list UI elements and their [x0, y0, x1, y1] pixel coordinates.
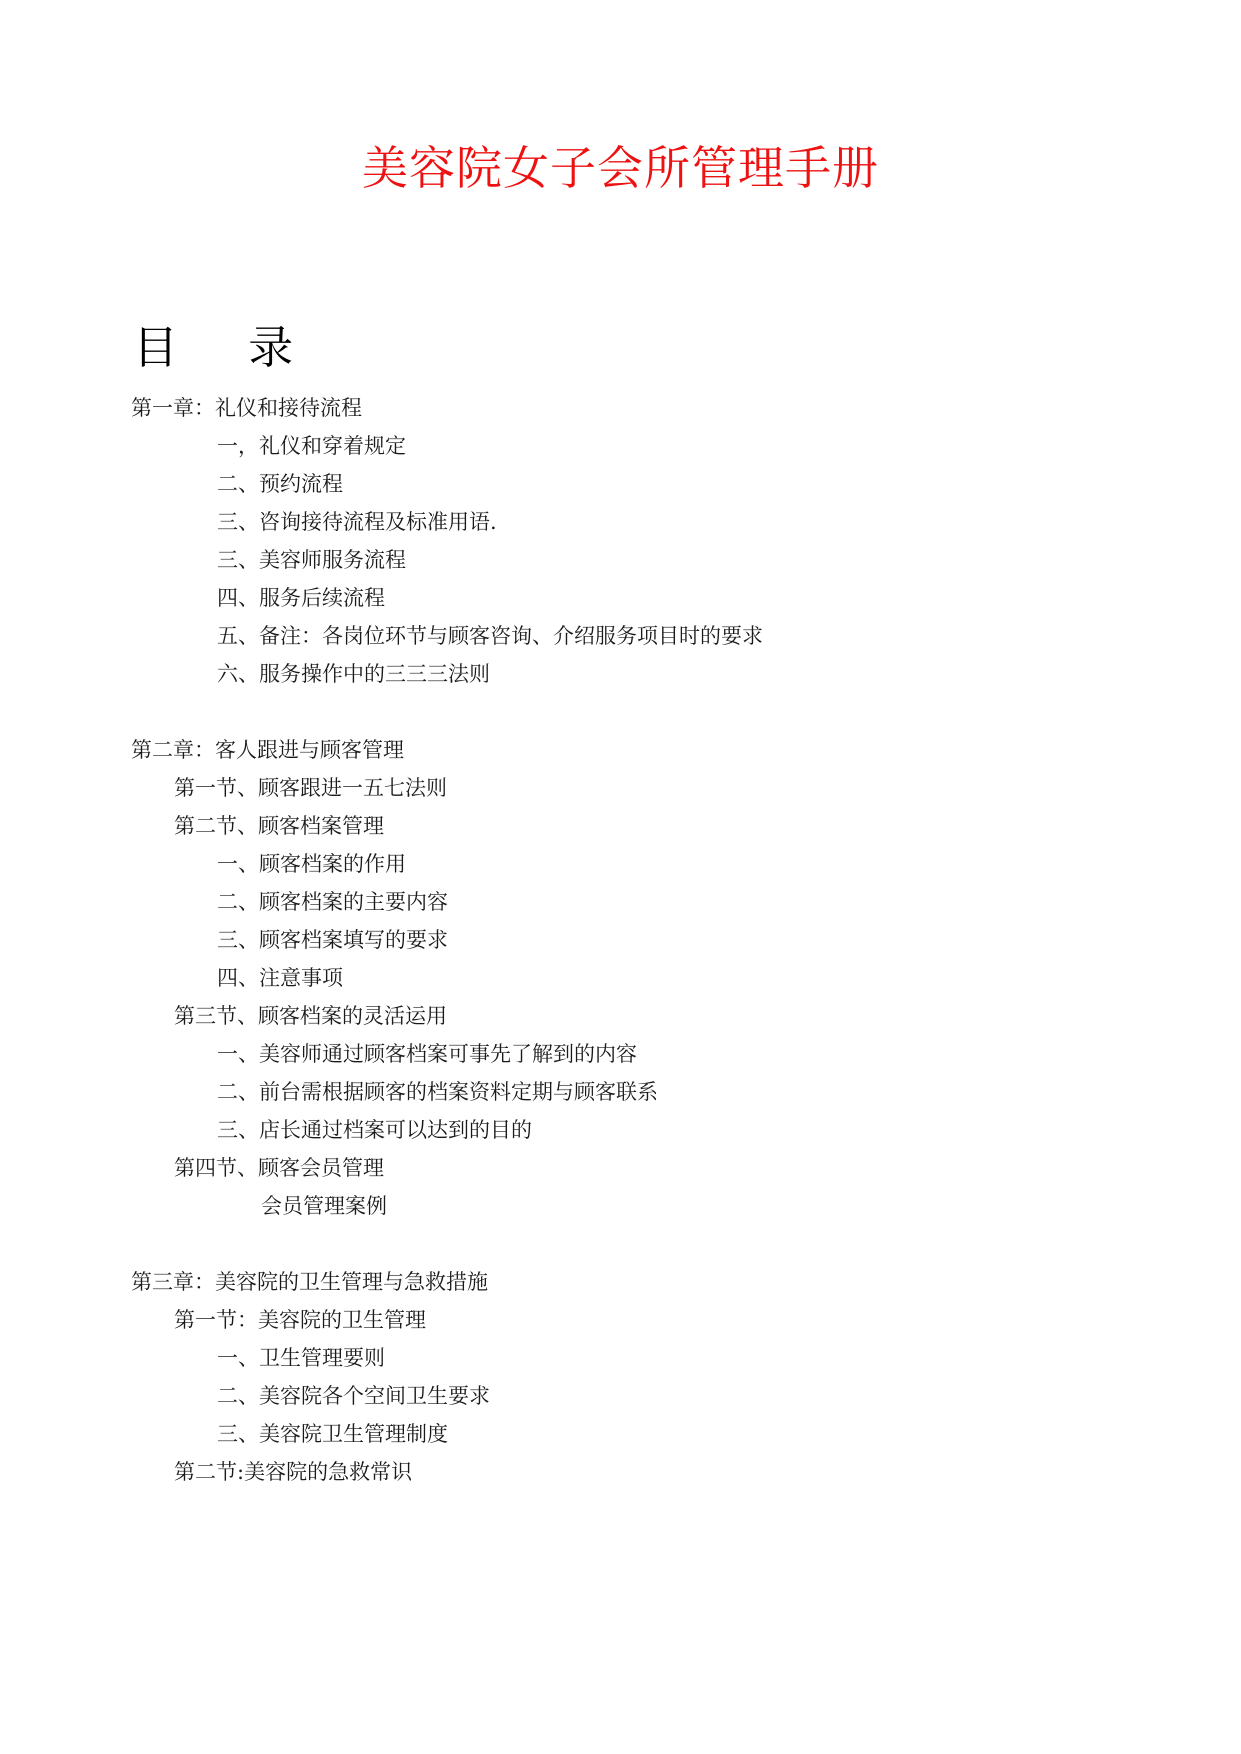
toc-item: 二、美容院各个空间卫生要求: [217, 1384, 490, 1408]
toc-item: 二、前台需根据顾客的档案资料定期与顾客联系: [217, 1080, 658, 1104]
toc-chapter-1-title: 第一章：礼仪和接待流程: [131, 396, 362, 420]
toc-item: 三、顾客档案填写的要求: [217, 928, 448, 952]
toc-item: 一、卫生管理要则: [217, 1346, 385, 1370]
toc-item: 四、服务后续流程: [217, 586, 385, 610]
toc-item: 二、顾客档案的主要内容: [217, 890, 448, 914]
toc-chapter-3-title: 第三章：美容院的卫生管理与急救措施: [131, 1270, 488, 1294]
toc-item: 三、店长通过档案可以达到的目的: [217, 1118, 532, 1142]
toc-item: 五、备注：各岗位环节与顾客咨询、介绍服务项目时的要求: [217, 624, 763, 648]
document-title: 美容院女子会所管理手册: [362, 141, 879, 195]
toc-item: 四、注意事项: [217, 966, 343, 990]
toc-item: 三、美容院卫生管理制度: [217, 1422, 448, 1446]
toc-section: 第三节、顾客档案的灵活运用: [174, 1004, 447, 1028]
toc-section: 第一节、顾客跟进一五七法则: [174, 776, 447, 800]
toc-item: 三、咨询接待流程及标准用语.: [217, 510, 497, 534]
toc-item: 二、预约流程: [217, 472, 343, 496]
toc-item: 一，礼仪和穿着规定: [217, 434, 406, 458]
toc-section: 第二节、顾客档案管理: [174, 814, 384, 838]
toc-section: 第一节：美容院的卫生管理: [174, 1308, 426, 1332]
toc-chapter-2-title: 第二章：客人跟进与顾客管理: [131, 738, 404, 762]
toc-item: 会员管理案例: [261, 1194, 387, 1218]
toc-item: 一、美容师通过顾客档案可事先了解到的内容: [217, 1042, 637, 1066]
toc-item: 三、美容师服务流程: [217, 548, 406, 572]
toc-item: 一、顾客档案的作用: [217, 852, 406, 876]
toc-section: 第四节、顾客会员管理: [174, 1156, 384, 1180]
toc-item: 六、服务操作中的三三三法则: [217, 662, 490, 686]
toc-heading: 目 录: [133, 321, 322, 374]
toc-section: 第二节:美容院的急救常识: [174, 1460, 413, 1484]
